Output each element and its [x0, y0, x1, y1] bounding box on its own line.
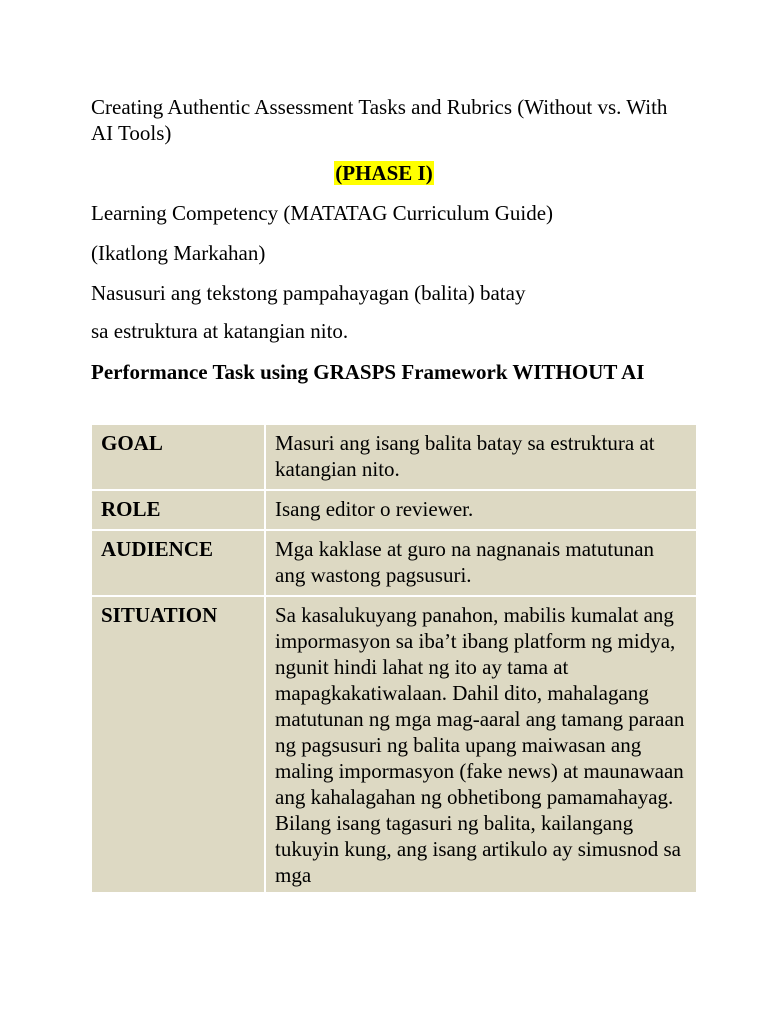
grasps-table — [90, 423, 698, 894]
performance-task-heading: Performance Task using GRASPS Framework WITHOUT AI — [91, 360, 645, 384]
table-row — [91, 530, 697, 596]
competency-text-line1: Nasusuri ang tekstong pampahayagan (balita) batay — [91, 281, 526, 305]
document-title: Creating Authentic Assessment Tasks and Rubrics (Without vs. With AI Tools) — [91, 95, 668, 145]
table-row — [91, 596, 697, 893]
quarter-label: (Ikatlong Markahan) — [91, 241, 266, 265]
competency-text-line2: sa estruktura at katangian nito. — [91, 319, 349, 343]
grasps-label-role: ROLE — [91, 490, 265, 530]
grasps-value-goal: Masuri ang isang balita batay sa estruktura at katangian nito. — [265, 424, 697, 490]
grasps-label-audience: AUDIENCE — [91, 530, 265, 596]
grasps-label-goal: GOAL — [91, 424, 265, 490]
table-row — [91, 490, 697, 530]
grasps-value-situation: Sa kasalukuyang panahon, mabilis kumalat ang impormasyon sa iba’t ibang platform ng midya, ngunit hindi lahat ng ito ay tama at mapagkakatiwalaan. Dahil dito, mahalagang matutunan ng mga mag-aaral ang tamang paraan ng pagsusuri ng balita upang maiwasan ang maling impormasyon (fake news) at maunawaan ang kahalagahan ng obhetibong pamamahayag. Bilang isang tagasuri ng balita, kailangang tukuyin kung, ang isang artikulo ay simusnod sa mga — [265, 596, 697, 893]
grasps-label-situation: SITUATION — [91, 596, 265, 893]
phase-line — [0, 160, 768, 186]
competency-heading: Learning Competency (MATATAG Curriculum Guide) — [91, 201, 554, 225]
phase-label: (PHASE I) — [335, 161, 433, 185]
table-row — [91, 424, 697, 490]
grasps-value-role: Isang editor o reviewer. — [265, 490, 697, 530]
grasps-value-audience: Mga kaklase at guro na nagnanais matutunan ang wastong pagsusuri. — [265, 530, 697, 596]
